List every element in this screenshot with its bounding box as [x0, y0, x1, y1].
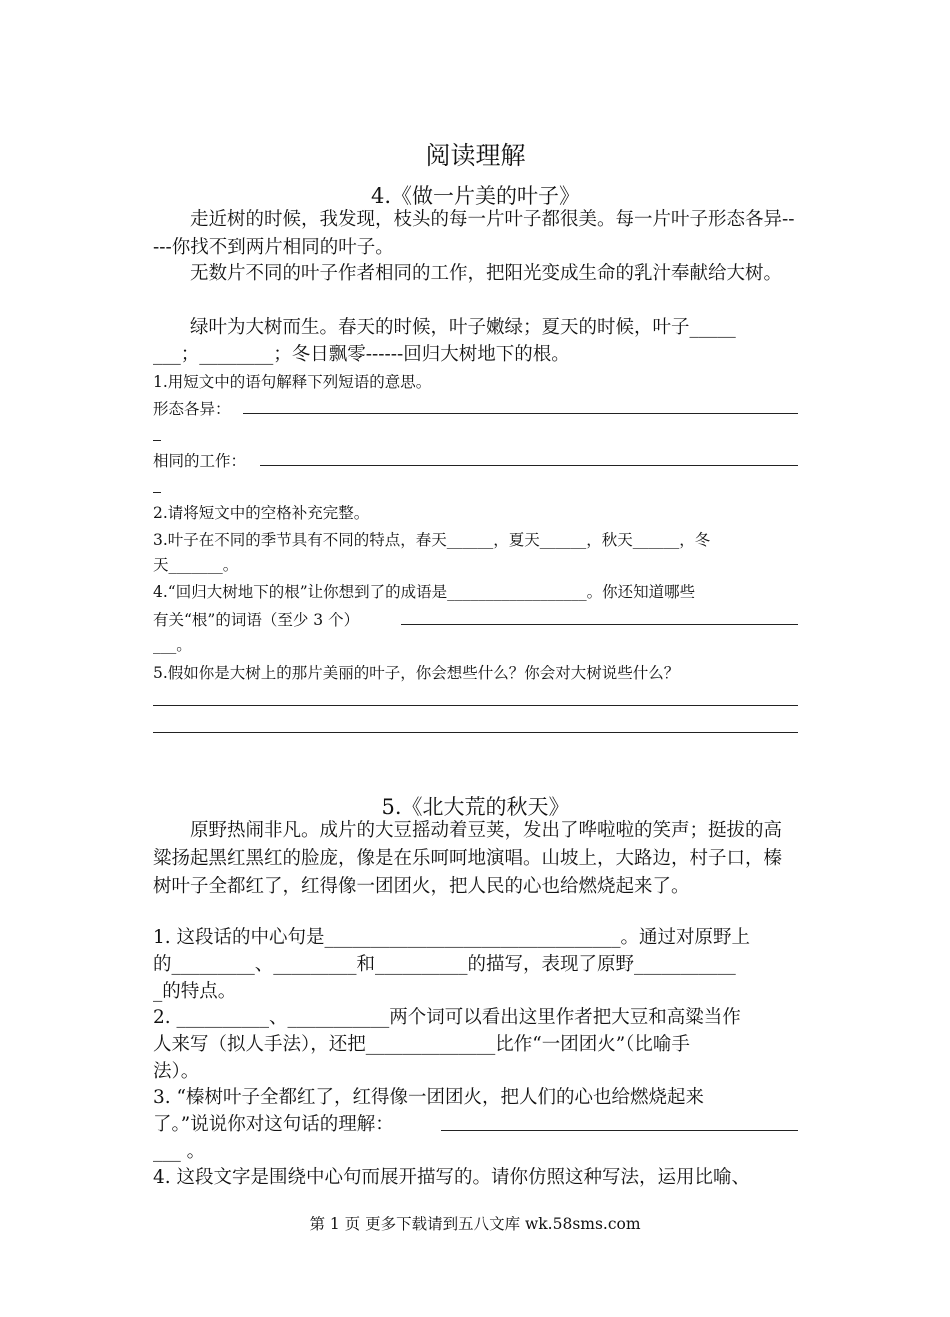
s5-question-1-line-1: 1. 这段话的中心句是________________________________。通过对原野上 — [153, 927, 751, 948]
answer-line — [153, 492, 161, 493]
s4-question-5: 5.假如你是大树上的那片美丽的叶子，你会想些什么？你会对大树说些什么？ — [153, 664, 680, 682]
answer-line — [441, 1130, 798, 1131]
answer-line — [153, 440, 161, 441]
s4-question-1: 1.用短文中的语句解释下列短语的意思。 — [153, 373, 432, 391]
s5-question-4-line-1: 4. 这段文字是围绕中心句而展开描写的。请你仿照这种写法，运用比喻、 — [153, 1167, 751, 1188]
s5-question-3-line-3: ___ 。 — [153, 1141, 206, 1162]
page-footer: 第 1 页 更多下载请到五八文库 wk.58sms.com — [309, 1215, 641, 1233]
section-5-heading: 5.《北大荒的秋天》 — [381, 795, 570, 819]
s4-paragraph-3-line-1: 绿叶为大树而生。春天的时候，叶子嫩绿；夏天的时候，叶子_____ — [190, 317, 736, 338]
s4-question-3-line-2: 天_______。 — [153, 556, 239, 574]
section-4-heading: 4.《做一片美的叶子》 — [370, 184, 581, 208]
s4-question-4-line-1: 4.“回归大树地下的根”让你想到了的成语是__________________。你还知道哪些 — [153, 583, 696, 601]
s5-paragraph-1: 原野热闹非凡。成片的大豆摇动着豆荚，发出了哗啦啦的笑声；挺拔的高粱扬起黑红黑红的脸庞，像是在乐呵呵地演唱。山坡上，大路边，村子口，榛树叶子全都红了，红得像一团团火，把人民的心也给燃烧起来了。 — [153, 820, 783, 897]
page-title: 阅读理解 — [425, 141, 526, 170]
s4-question-2: 2.请将短文中的空格补充完整。 — [153, 504, 370, 522]
answer-line — [153, 705, 798, 706]
s5-question-2-line-3: 法）。 — [153, 1061, 200, 1082]
answer-line — [153, 732, 798, 733]
s5-question-2-line-2: 人来写（拟人手法），还把______________比作“一团团火”（比喻手 — [153, 1034, 690, 1055]
s5-question-2-line-1: 2. __________、___________两个词可以看出这里作者把大豆和高粱当作 — [153, 1007, 741, 1028]
s4-paragraph-2: 无数片不同的叶子作者相同的工作，把阳光变成生命的乳汁奉献给大树。 — [190, 263, 783, 284]
answer-line — [260, 465, 798, 466]
s4-question-4-line-2: 有关“根”的词语（至少 3 个） — [153, 611, 360, 629]
s4-question-3-line-1: 3.叶子在不同的季节具有不同的特点，春天______，夏天______，秋天______，冬 — [153, 531, 711, 549]
answer-line — [401, 624, 798, 625]
s5-question-3-line-1: 3. “榛树叶子全都红了，红得像一团团火，把人们的心也给燃烧起来 — [153, 1087, 704, 1108]
s5-question-1-line-2: 的_________、_________和__________的描写，表现了原野___________ — [153, 954, 736, 975]
s4-paragraph-1: 走近树的时候，我发现，枝头的每一片叶子都很美。每一片叶子形态各异-----你找不到两片相同的叶子。 — [153, 209, 795, 258]
s4-question-1a-label: 形态各异： — [153, 400, 231, 418]
s4-question-1b-label: 相同的工作： — [153, 452, 247, 470]
s5-question-3-line-2: 了。”说说你对这句话的理解： — [153, 1114, 394, 1135]
answer-line — [243, 413, 798, 414]
s4-paragraph-3-line-2: ___；________；冬日飘零------回归大树地下的根。 — [153, 344, 570, 365]
s4-question-4-line-3: ___。 — [153, 636, 192, 654]
s5-question-1-line-3: _的特点。 — [153, 981, 237, 1002]
